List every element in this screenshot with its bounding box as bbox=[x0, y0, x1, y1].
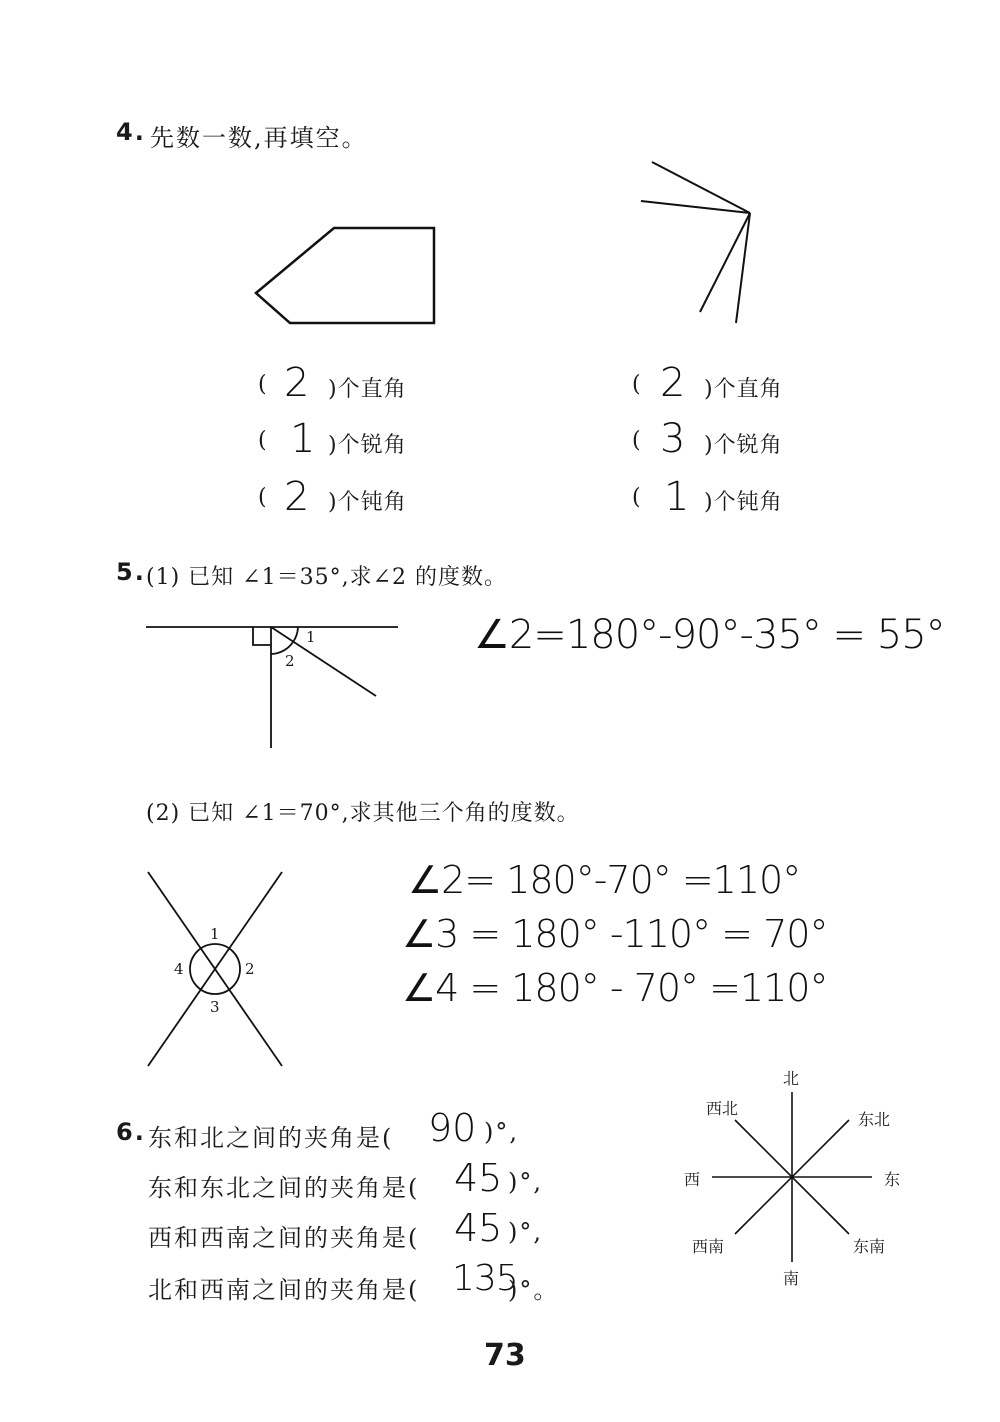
compass-northwest-label: 西北 bbox=[706, 1099, 739, 1118]
compass-east-label: 东 bbox=[884, 1170, 901, 1189]
q5-number: 5. bbox=[116, 558, 146, 586]
q6-line-2-text: 东和东北之间的夹角是( bbox=[148, 1174, 420, 1202]
q4-right-right-label: )个直角 bbox=[704, 377, 783, 402]
fig2-angle-1-label: 1 bbox=[210, 925, 220, 943]
q6-number: 6. bbox=[116, 1118, 146, 1146]
q6-line-2-tail: )°, bbox=[508, 1168, 543, 1196]
q4-prompt: 先数一数,再填空。 bbox=[150, 124, 368, 152]
compass-north-label: 北 bbox=[783, 1069, 800, 1088]
q4-left-right-label: )个直角 bbox=[328, 377, 407, 402]
q4-number: 4. bbox=[116, 118, 146, 146]
compass-northeast-label: 东北 bbox=[858, 1110, 891, 1129]
q6-line-1-text: 东和北之间的夹角是( bbox=[148, 1124, 394, 1152]
q4-right-acute-answer: 3 bbox=[660, 416, 686, 462]
q4-right-obtuse-answer: 1 bbox=[664, 474, 690, 520]
q5-part1-prompt: (1) 已知 ∠1＝35°,求∠2 的度数。 bbox=[146, 565, 507, 590]
q4-left-acute-answer: 1 bbox=[290, 416, 316, 462]
q6-line-1-tail: )°, bbox=[484, 1118, 519, 1146]
q4-right-acute-label: )个锐角 bbox=[704, 433, 783, 458]
q4-left-obtuse-answer: 2 bbox=[284, 474, 310, 520]
fig2-angle-4-label: 4 bbox=[174, 960, 184, 978]
intersecting-lines-figure bbox=[148, 872, 282, 1066]
fig2-angle-3-label: 3 bbox=[210, 998, 220, 1016]
q4-left-obtuse-label: )个钝角 bbox=[328, 490, 407, 515]
q5-part2-answer-1: ∠2= 180°-70° =110° bbox=[408, 858, 801, 902]
q6-line-4-tail: )°。 bbox=[508, 1276, 560, 1304]
q6-line-3-tail: )°, bbox=[508, 1218, 543, 1246]
q4-right-right-angle-answer: 2 bbox=[660, 360, 686, 406]
ray-fan-figure bbox=[641, 162, 750, 323]
q4-right-paren-3: ( bbox=[632, 485, 642, 510]
compass-south-label: 南 bbox=[783, 1269, 800, 1288]
compass-west-label: 西 bbox=[684, 1170, 701, 1189]
q6-line-2-answer: 45 bbox=[454, 1156, 503, 1200]
compass-southeast-label: 东南 bbox=[853, 1237, 886, 1256]
perpendicular-angle-figure bbox=[146, 627, 398, 748]
compass-southwest-label: 西南 bbox=[692, 1237, 725, 1256]
q5-part2-prompt: (2) 已知 ∠1＝70°,求其他三个角的度数。 bbox=[146, 801, 580, 826]
q6-line-1-answer: 90 bbox=[428, 1106, 477, 1150]
page-number: 73 bbox=[484, 1338, 526, 1373]
q4-right-paren-2: ( bbox=[632, 428, 642, 453]
q6-line-4-answer: 135 bbox=[452, 1258, 518, 1299]
pentagon-shape bbox=[256, 228, 434, 323]
fig2-angle-2-label: 2 bbox=[245, 960, 255, 978]
fig1-angle-1-label: 1 bbox=[306, 628, 316, 646]
q4-left-paren-2: ( bbox=[258, 428, 268, 453]
q6-line-4-text: 北和西南之间的夹角是( bbox=[148, 1276, 420, 1304]
q4-right-paren-1: ( bbox=[632, 372, 642, 397]
q5-part2-answer-3: ∠4 = 180° - 70° =110° bbox=[402, 966, 828, 1010]
q4-left-paren-3: ( bbox=[258, 485, 268, 510]
q5-part1-answer: ∠2=180°-90°-35° = 55° bbox=[474, 612, 945, 658]
q6-line-3-answer: 45 bbox=[454, 1206, 503, 1250]
q4-left-paren-1: ( bbox=[258, 372, 268, 397]
fig1-angle-2-label: 2 bbox=[285, 652, 295, 670]
q4-left-right-angle-answer: 2 bbox=[284, 360, 310, 406]
q4-left-acute-label: )个锐角 bbox=[328, 433, 407, 458]
q4-right-obtuse-label: )个钝角 bbox=[704, 490, 783, 515]
q6-line-3-text: 西和西南之间的夹角是( bbox=[148, 1224, 420, 1252]
q5-part2-answer-2: ∠3 = 180° -110° = 70° bbox=[402, 912, 828, 956]
